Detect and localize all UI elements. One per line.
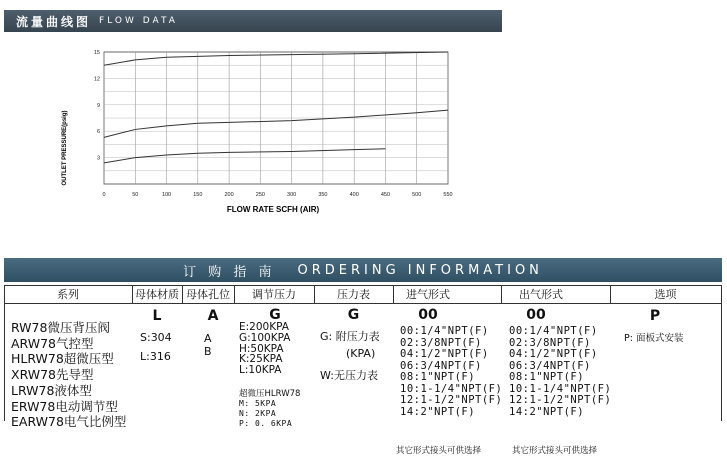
chart-series-line-3 [104,149,385,163]
series-item: RW78微压背压阀 [11,320,110,335]
chart-x-tick-label: 300 [287,192,297,198]
pressure-item: H:50KPA [239,342,284,355]
chart-y-tick-label: 3 [96,155,100,162]
code-port: A [207,308,219,324]
pressure-item: L:10KPA [239,364,282,377]
chart-x-tick-label: 250 [255,192,265,198]
outlet-item: 10:1-1/4"NPT(F) [509,382,612,395]
inlet-item: 10:1-1/4"NPT(F) [400,382,503,395]
chart-x-tick-label: 200 [224,192,234,198]
pressure-hl-item: P: 0. 6KPA [239,418,293,428]
inlet-item: 00:1/4"NPT(F) [400,325,489,337]
header-port: 母体孔位 [186,288,230,301]
code-gauge: G [347,307,360,323]
chart-x-tick-label: 400 [349,192,359,198]
inlet-item: 06:3/4NPT(F) [400,359,482,372]
gauge-item: (KPA) [346,347,376,360]
chart-x-tick-label: 0 [102,192,106,198]
inlet-note: 其它形式接头可供选择 [396,446,482,456]
option-item: P: 面板式安装 [624,333,684,344]
material-item: S:304 [140,331,172,344]
chart-x-tick-label: 500 [412,192,422,198]
table-right-border [721,286,722,421]
series-item: EARW78电气比例型 [11,414,127,430]
option-list [624,333,683,345]
chart-y-tick-label: 12 [93,76,100,83]
series-item: XRW78先导型 [11,367,94,383]
inlet-item: 12:1-1/2"NPT(F) [400,394,503,406]
header-pressure: 调节压力 [252,288,296,301]
pressure-options [239,322,300,429]
chart-series-group [104,52,448,163]
outlet-item: 02:3/8NPT(F) [509,336,591,349]
port-item: B [204,345,212,358]
chart-series-line-2 [104,110,448,137]
port-options [204,332,212,358]
code-inlet: 00 [418,307,438,323]
series-item: ERW78电动调节型 [11,398,118,414]
chart-x-tick-label: 350 [318,192,328,198]
chart-grid [104,52,448,184]
chart-xlabel: FLOW RATE SCFH (AIR) [226,205,320,214]
pressure-hl-item: M: 5KPA [239,398,277,408]
series-list [11,320,126,430]
header-gauge: 压力表 [337,288,370,301]
ordering-header [4,258,722,282]
series-item: HLRW78超微压型 [11,351,114,367]
table-left-border [4,286,5,421]
series-item: LRW78液体型 [11,382,92,398]
code-pressure: G [269,307,281,323]
gauge-item: G: 附压力表 [320,330,380,343]
chart-x-tick-label: 50 [132,192,139,198]
outlet-note: 其它形式接头可供选择 [512,446,598,456]
ordering-table [4,282,722,442]
chart-x-tick-label: 150 [193,192,203,198]
outlet-options [509,326,611,418]
series-item: ARW78气控型 [11,335,94,351]
code-material: L [152,308,162,324]
code-option: P [649,308,661,324]
gauge-item: W:无压力表 [320,369,378,382]
chart-y-tick-label: 6 [96,129,100,136]
header-option: 选项 [654,288,677,301]
pressure-item: K:25KPA [239,353,283,366]
pressure-hl-item: N: 2KPA [239,408,277,418]
flow-data-title-zh: 流量曲线图 [16,14,92,29]
flow-data-header [4,10,502,32]
ordering-title-zh: 订 购 指 南 [183,264,276,280]
outlet-item: 00:1/4"NPT(F) [509,325,598,337]
inlet-item: 02:3/8NPT(F) [400,336,482,349]
outlet-item: 06:3/4NPT(F) [509,359,591,372]
material-options [140,328,172,366]
chart-x-tick-label: 550 [443,192,453,198]
pressure-item: E:200KPA [239,321,289,333]
inlet-item: 08:1"NPT(F) [400,371,476,383]
inlet-item: 14:2"NPT(F) [400,405,476,418]
chart-tick-labels [94,50,453,198]
ordering-title-en: ORDERING INFORMATION [297,262,543,278]
table-header-line [4,303,722,304]
chart-ylabel: OUTLET PRESSURE(psig) [62,110,68,186]
pressure-item: G:100KPA [239,331,291,344]
outlet-item: 14:2"NPT(F) [509,405,585,418]
pressure-hl-title: 超微压HLRW78 [239,388,301,399]
inlet-item: 04:1/2"NPT(F) [400,348,489,360]
inlet-options [400,326,502,418]
header-inlet: 进气形式 [406,288,450,301]
chart-y-tick-label: 15 [93,50,100,56]
code-outlet: 00 [526,307,546,323]
chart-x-tick-label: 450 [380,192,391,198]
outlet-item: 04:1/2"NPT(F) [509,348,598,360]
chart-series-line-1 [104,52,448,65]
chart-y-tick-label: 9 [96,102,100,109]
header-series: 系列 [57,288,79,301]
flow-data-title-en: FLOW DATA [99,16,178,26]
outlet-item: 08:1"NPT(F) [509,371,585,383]
flow-chart [0,32,470,222]
port-item: A [204,332,212,345]
gauge-options [320,328,380,384]
header-outlet: 出气形式 [519,288,563,301]
outlet-item: 12:1-1/2"NPT(F) [509,394,612,406]
chart-x-tick-label: 100 [161,192,172,198]
header-material: 母体材质 [135,288,179,301]
material-item: L:316 [140,350,171,363]
